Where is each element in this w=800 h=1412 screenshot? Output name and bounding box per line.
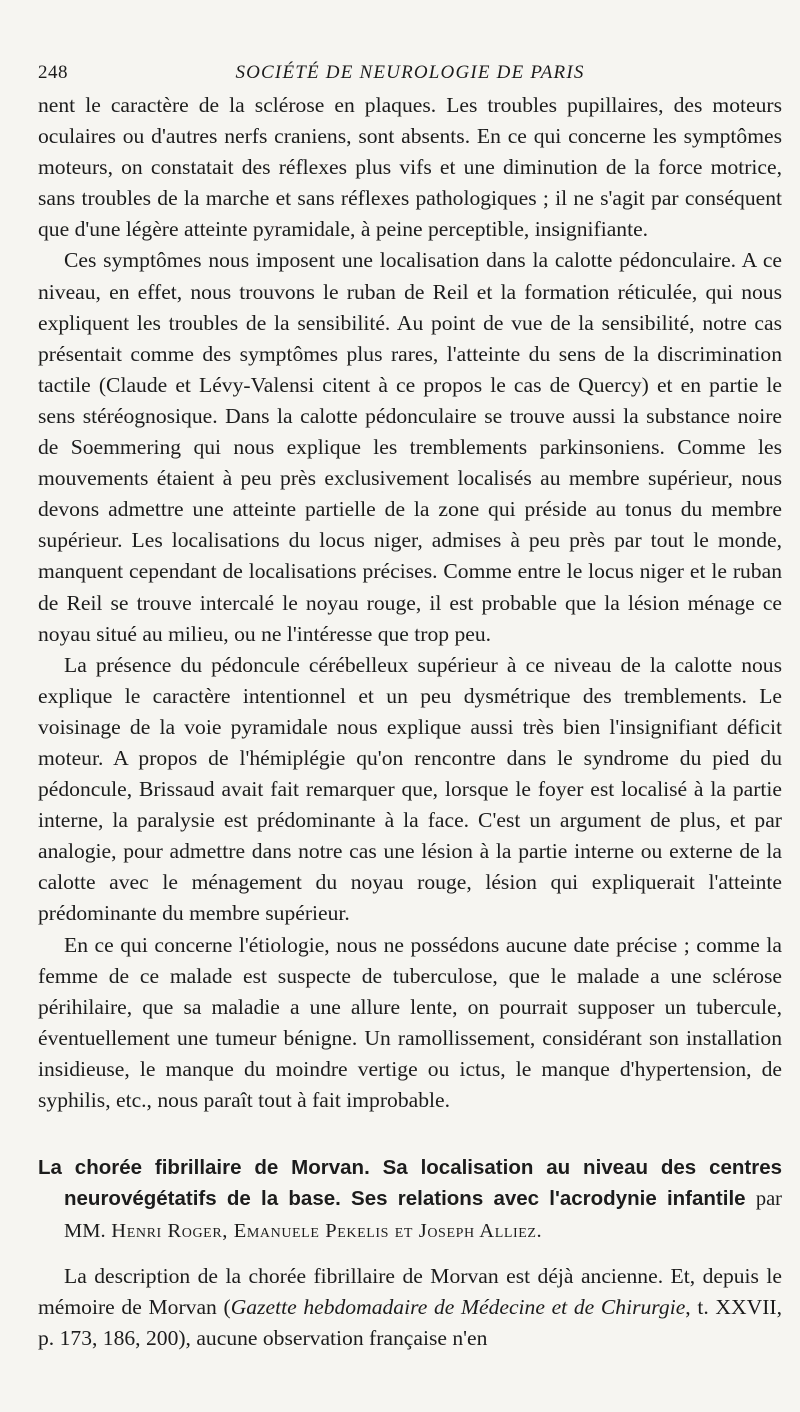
article-authors: Henri Roger, Emanuele Pekelis et Joseph Alliez. bbox=[111, 1220, 543, 1243]
article-title: La chorée fibrillaire de Morvan. Sa localisation au niveau des centres neurovégétatifs de la base. Ses relations avec l'acrodynie infantile bbox=[38, 1156, 782, 1211]
page-number: 248 bbox=[38, 62, 68, 83]
article-intro-paragraph bbox=[38, 1261, 782, 1354]
article-heading bbox=[38, 1152, 782, 1247]
paragraph-localisation: Ces symptômes nous imposent une localisation dans la calotte pédonculaire. A ce niveau, en effet, nous trouvons le ruban de Reil et la formation réticulée, qui nous expliquent les troubles de la sensibilité. Au point de vue de la sensibilité, notre cas présentait comme des symptômes plus rares, l'atteinte du sens de la discrimination tactile (Claude et Lévy-Valensi citent à ce propos le cas de Quercy) et en partie le sens stéréognosique. Dans la calotte pédonculaire se trouve aussi la substance noire de Soemmering qui nous explique les tremblements parkinsoniens. Comme les mouvements étaient à peu près exclusivement localisés au membre supérieur, nous devons admettre une atteinte partielle de la zone qui préside au tonus du membre supérieur. Les localisations du locus niger, admises à peu près par tout le monde, manquent cependant de localisations précises. Comme entre le locus niger et le ruban de Reil se trouve intercalé le noyau rouge, il est probable que la lésion ménage ce noyau situé au milieu, ou ne l'intéresse que trop peu. bbox=[38, 248, 782, 646]
running-head bbox=[38, 50, 782, 90]
article-body bbox=[38, 1261, 782, 1354]
journal-title: SOCIÉTÉ DE NEUROLOGIE DE PARIS bbox=[235, 62, 585, 83]
paragraph-etiology: En ce qui concerne l'étiologie, nous ne possédons aucune date précise ; comme la femme de ce malade est suspecte de tuberculose, que le malade a une sclérose périhilaire, que sa maladie a une allure lente, on pourrait supposer un tubercule, éventuellement une tumeur bénigne. Un ramollissement, considérant son installation insidieuse, le manque du moindre vertige ou ictus, le manque d'hypertension, de syphilis, etc., nous paraît tout à fait improbable. bbox=[38, 932, 782, 1112]
intro-text-after-citation: , t. XXVII, p. 173, 186, 200), aucune observation française n'en bbox=[38, 1295, 782, 1351]
paragraph-cerebellar-peduncle: La présence du pédoncule cérébelleux supérieur à ce niveau de la calotte nous explique le caractère intentionnel et un peu dysmétrique des tremblements. Le voisinage de la voie pyramidale nous explique aussi très bien l'insignifiant déficit moteur. A propos de l'hémiplégie qu'on rencontre dans le syndrome du pied du pédoncule, Brissaud avait fait remarquer que, lorsque le foyer est localisé à la partie interne, la paralysie est prédominante à la face. C'est un argument de plus, et par analogie, pour admettre dans notre cas une lésion à la partie interne ou externe de la calotte avec le ménagement du noyau rouge, lésion qui expliquerait l'atteinte prédominante du membre supérieur. bbox=[38, 652, 782, 926]
intro-text-before-citation: La description de la chorée fibrillaire de Morvan est déjà ancienne. Et, depuis le mémoire de Morvan ( bbox=[38, 1264, 782, 1320]
byline-prefix: par MM. bbox=[64, 1188, 782, 1243]
paragraph-continued: nent le caractère de la sclérose en plaques. Les troubles pupillaires, des moteurs oculaires ou d'autres nerfs craniens, sont absents. En ce qui concerne les symptômes moteurs, on constatait des réflexes plus vifs et une diminution de la force motrice, sans troubles de la marche et sans réflexes pathologiques ; il ne s'agit par conséquent que d'une légère atteinte pyramidale, à peine perceptible, insignifiante. bbox=[38, 93, 782, 242]
new-article bbox=[38, 1152, 782, 1354]
previous-article-conclusion bbox=[38, 90, 782, 1116]
citation-journal: Gazette hebdomadaire de Médecine et de Chirurgie bbox=[230, 1295, 686, 1320]
